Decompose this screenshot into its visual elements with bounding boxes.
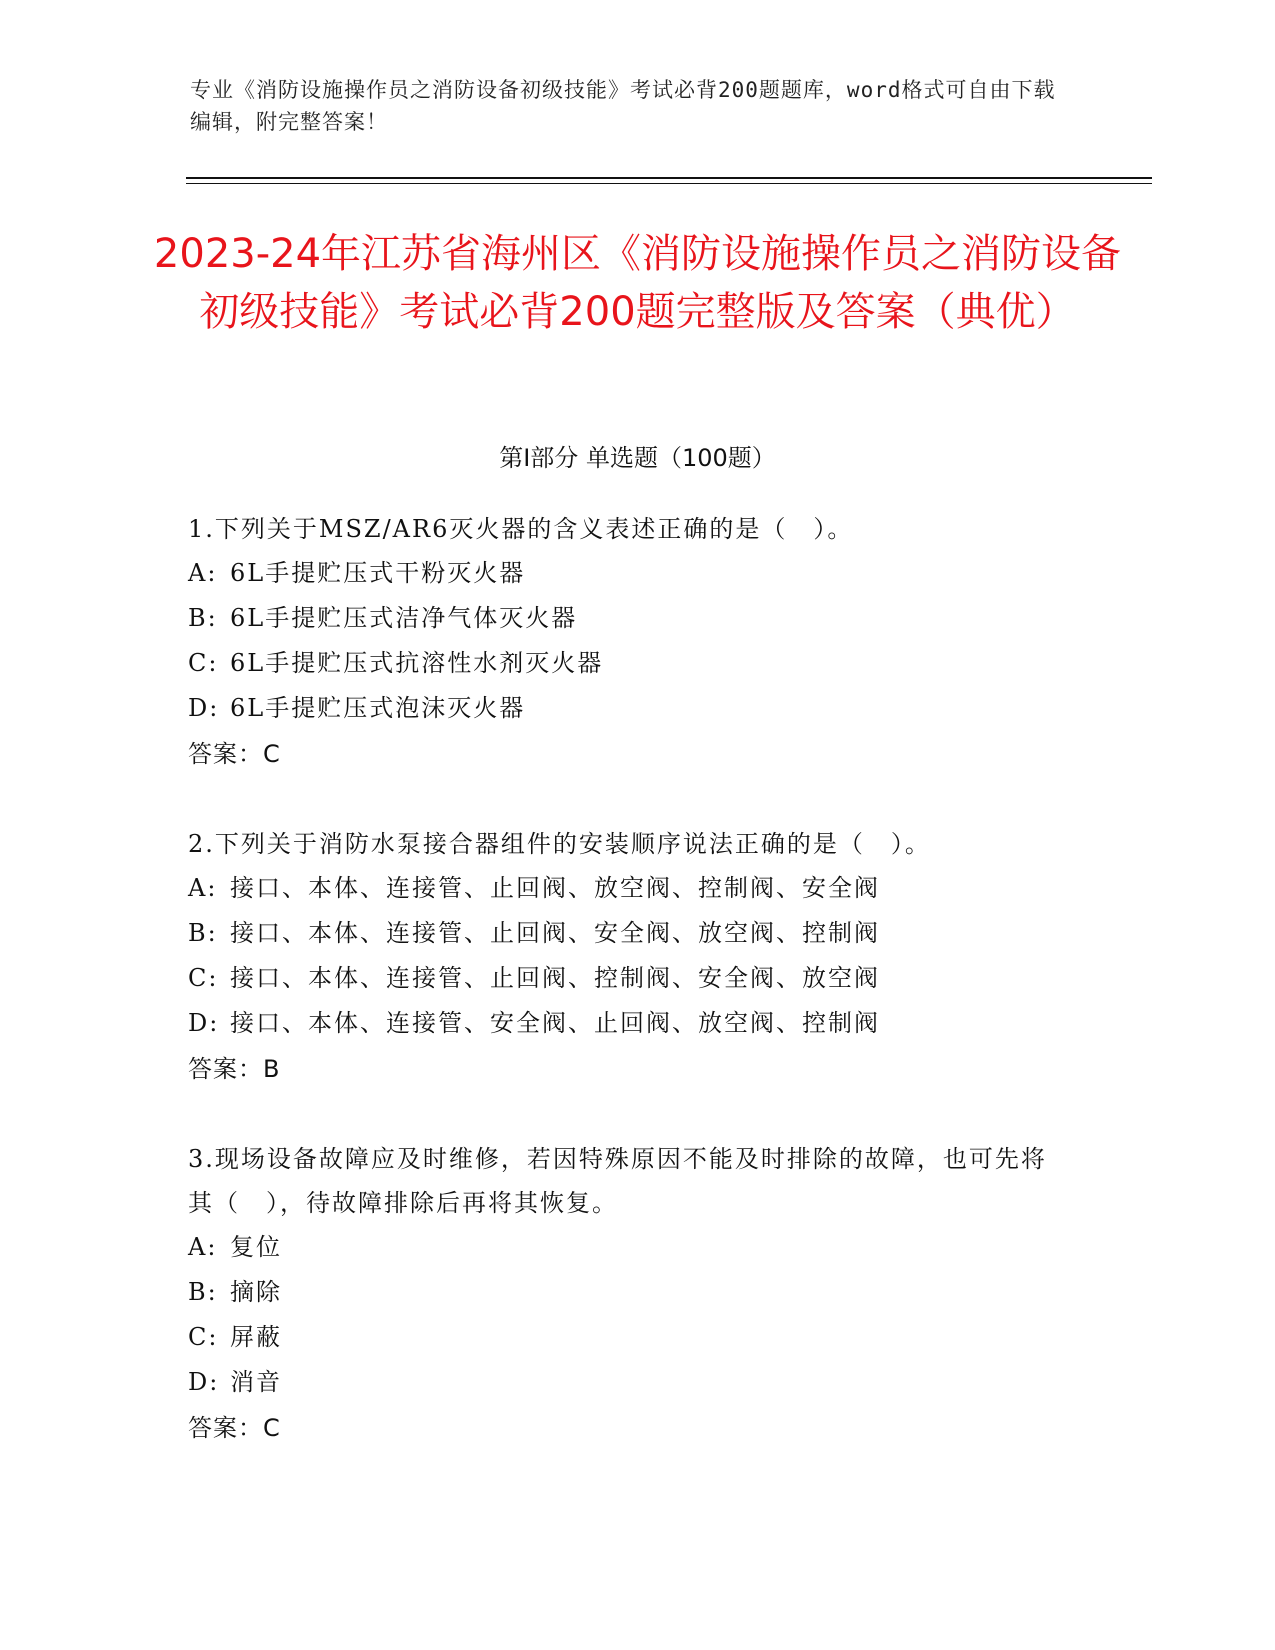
- document-title: 2023-24年江苏省海州区《消防设施操作员之消防设备初级技能》考试必背200题完整版及答案（典优）: [153, 231, 1122, 335]
- option-letter: B:: [188, 604, 218, 632]
- question-1: [188, 507, 1068, 777]
- option-letter: A:: [188, 874, 218, 902]
- option-letter: C:: [188, 649, 219, 677]
- answer: 答案：C: [188, 740, 281, 768]
- question-stem: 2.下列关于消防水泵接合器组件的安装顺序说法正确的是（ ）。: [188, 830, 931, 858]
- question-stem: 3.现场设备故障应及时维修，若因特殊原因不能及时排除的故障，也可先将其（ ），待故障排除后再将其恢复。: [188, 1145, 1047, 1217]
- option-text: 接口、本体、连接管、止回阀、控制阀、安全阀、放空阀: [230, 964, 880, 992]
- option-letter: C:: [188, 964, 219, 992]
- option-b: [188, 911, 1068, 956]
- option-text: 屏蔽: [230, 1323, 282, 1351]
- answer: 答案：B: [188, 1055, 281, 1083]
- header-rule-thick: [186, 177, 1152, 179]
- option-letter: D:: [188, 1009, 220, 1037]
- option-letter: B:: [188, 919, 218, 947]
- header-note: 专业《消防设施操作员之消防设备初级技能》考试必背200题题库，word格式可自由下载编辑，附完整答案！: [190, 78, 1056, 134]
- option-letter: D:: [188, 1368, 220, 1396]
- option-letter: A:: [188, 559, 218, 587]
- option-text: 摘除: [230, 1278, 282, 1306]
- option-text: 接口、本体、连接管、止回阀、放空阀、控制阀、安全阀: [230, 874, 880, 902]
- answer: 答案：C: [188, 1414, 281, 1442]
- option-letter: C:: [188, 1323, 219, 1351]
- option-c: [188, 1315, 1068, 1360]
- option-letter: A:: [188, 1233, 218, 1261]
- option-a: [188, 1225, 1068, 1270]
- option-letter: D:: [188, 694, 220, 722]
- option-text: 消音: [230, 1368, 282, 1396]
- question-2: [188, 822, 1068, 1092]
- option-d: [188, 1360, 1068, 1405]
- question-3: [188, 1137, 1068, 1451]
- option-d: [188, 686, 1068, 731]
- option-c: [188, 956, 1068, 1001]
- option-text: 复位: [230, 1233, 282, 1261]
- option-text: 6L手提贮压式泡沫灭火器: [230, 694, 526, 722]
- option-letter: B:: [188, 1278, 218, 1306]
- option-text: 接口、本体、连接管、安全阀、止回阀、放空阀、控制阀: [230, 1009, 880, 1037]
- option-b: [188, 596, 1068, 641]
- option-a: [188, 551, 1068, 596]
- header-rule-thin: [186, 183, 1152, 184]
- option-c: [188, 641, 1068, 686]
- option-a: [188, 866, 1068, 911]
- option-text: 接口、本体、连接管、止回阀、安全阀、放空阀、控制阀: [230, 919, 880, 947]
- question-stem: 1.下列关于MSZ/AR6灭火器的含义表述正确的是（ ）。: [188, 515, 854, 543]
- option-text: 6L手提贮压式干粉灭火器: [230, 559, 526, 587]
- option-text: 6L手提贮压式洁净气体灭火器: [230, 604, 578, 632]
- option-d: [188, 1001, 1068, 1046]
- option-b: [188, 1270, 1068, 1315]
- section-heading: 第I部分 单选题（100题）: [499, 444, 776, 472]
- option-text: 6L手提贮压式抗溶性水剂灭火器: [230, 649, 604, 677]
